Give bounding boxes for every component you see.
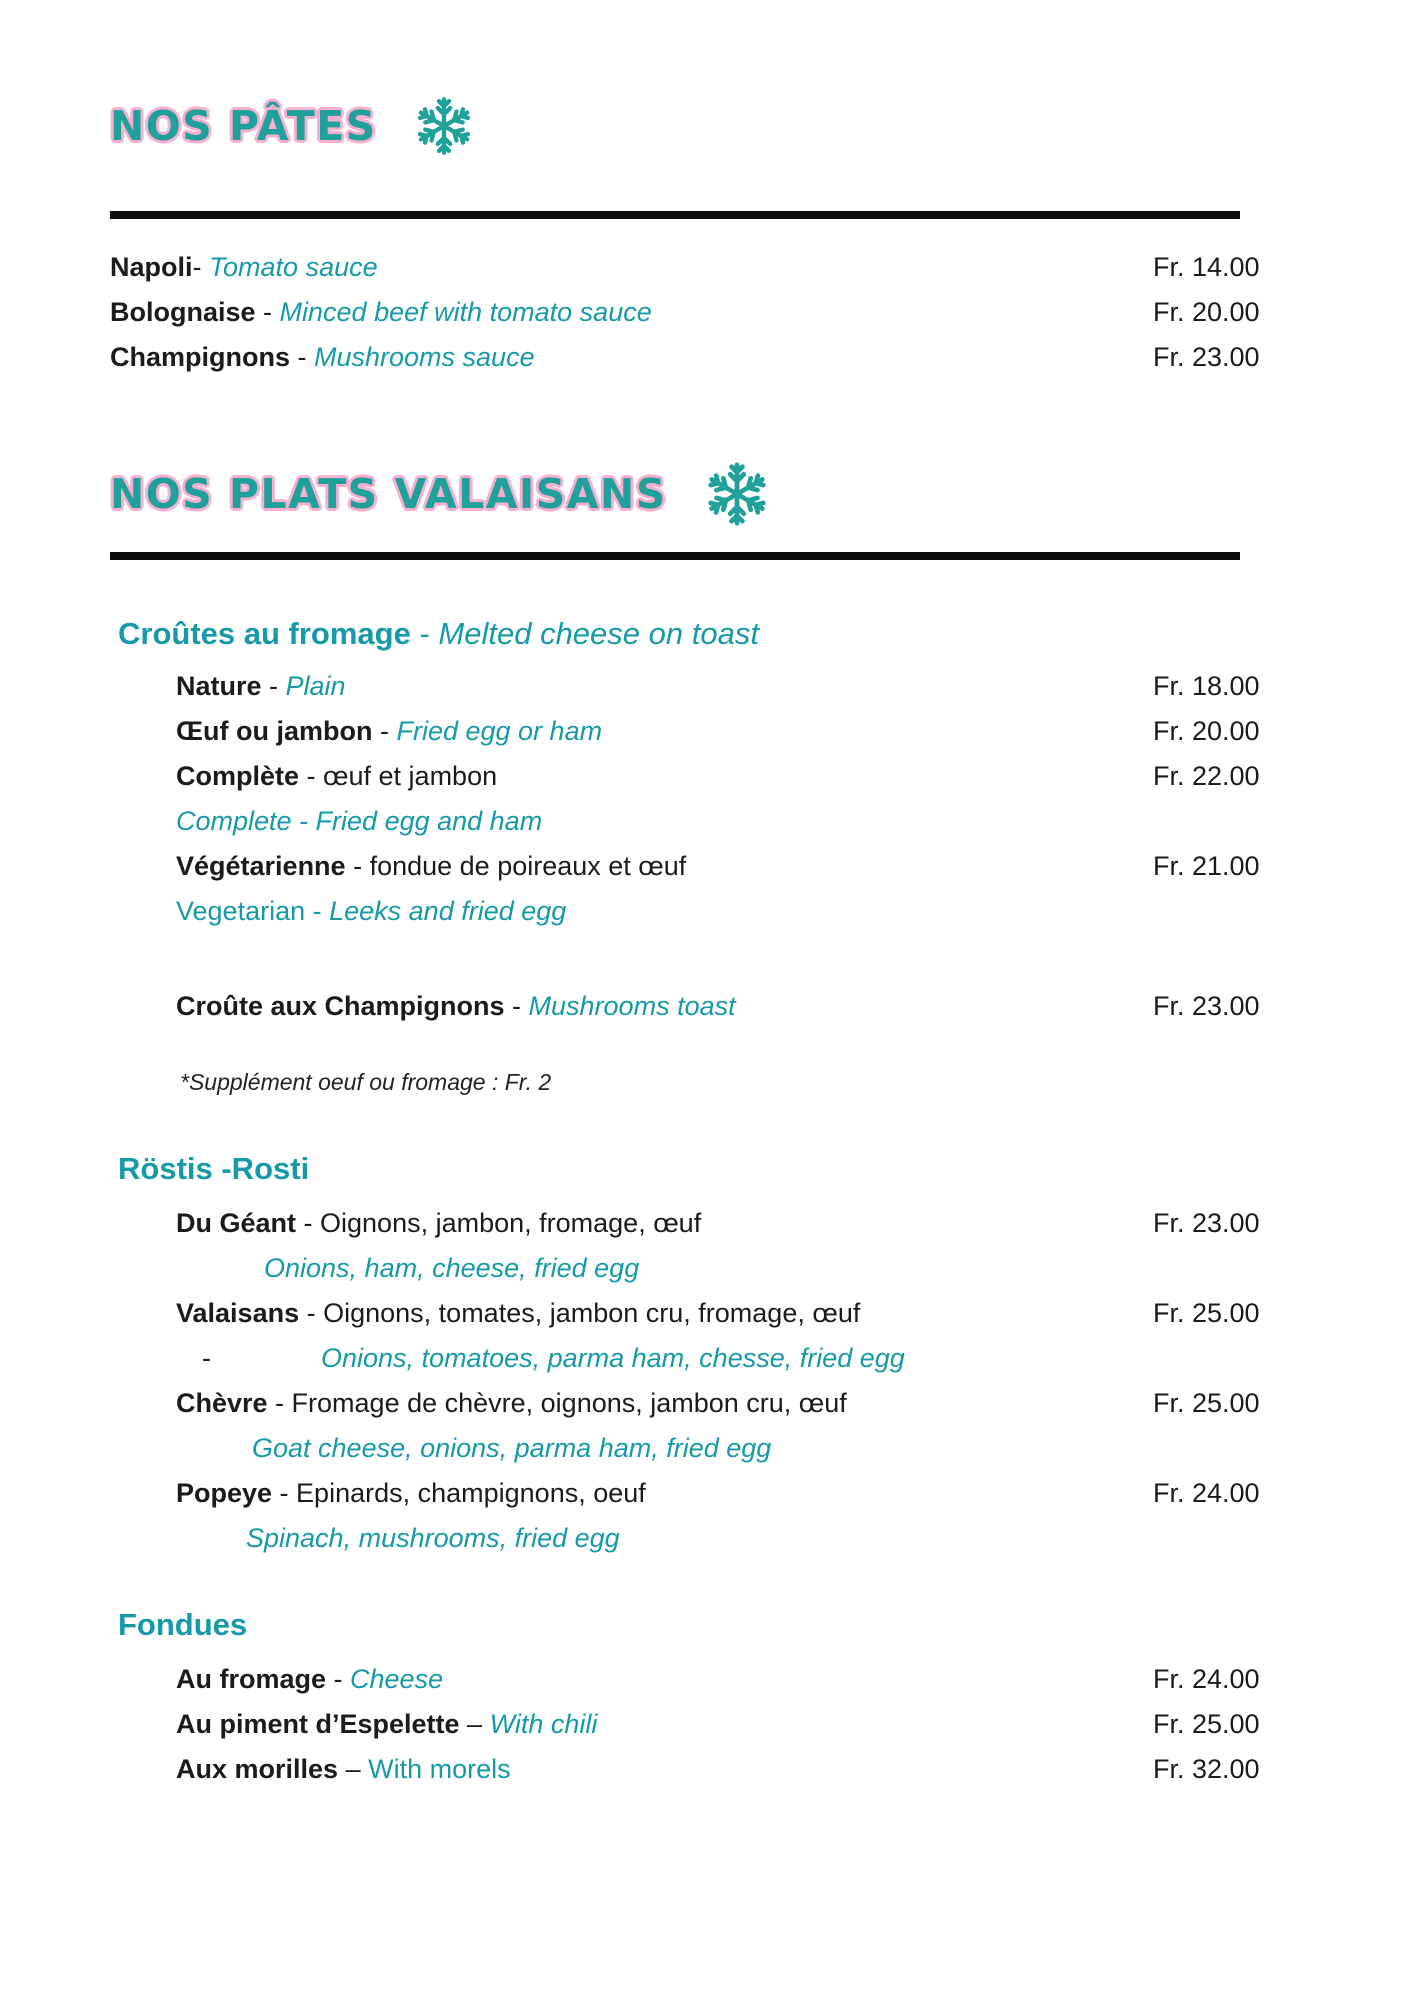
item-price: Fr. 24.00	[1153, 1664, 1260, 1694]
item-name: Au fromage	[176, 1664, 327, 1694]
item-name: Chèvre	[176, 1388, 268, 1418]
section-header-valaisans	[110, 460, 1275, 528]
item-name: Croûte aux Champignons	[176, 991, 505, 1021]
item-price: Fr. 25.00	[1153, 1388, 1260, 1418]
menu-item	[110, 1747, 1275, 1792]
item-name: Végétarienne	[176, 851, 346, 881]
translation-line: Spinach, mushrooms, fried egg	[246, 1523, 620, 1553]
menu-item	[110, 754, 1275, 844]
item-name: Complète	[176, 761, 300, 791]
item-description: Cheese	[350, 1664, 444, 1694]
pates-list	[110, 245, 1275, 380]
menu-item	[110, 984, 1275, 1029]
item-price: Fr. 20.00	[1153, 716, 1260, 746]
item-description: With morels	[368, 1754, 511, 1784]
menu-item	[110, 709, 1275, 754]
item-separator: -	[272, 1478, 297, 1508]
section-title-pates: NOS PÂTES	[110, 102, 377, 150]
menu-item	[110, 290, 1275, 335]
item-separator: –	[338, 1754, 369, 1784]
snowflake-icon	[703, 460, 771, 528]
item-description-fr: Epinards, champignons, oeuf	[296, 1478, 646, 1508]
menu-item	[110, 844, 1275, 934]
menu-item	[110, 1291, 1275, 1381]
menu-item	[110, 664, 1275, 709]
item-name: Champignons	[110, 342, 290, 372]
menu-item	[110, 1471, 1275, 1561]
item-separator: -	[299, 761, 324, 791]
item-name: Du Géant	[176, 1208, 297, 1238]
menu-item	[110, 1702, 1275, 1747]
menu-item	[110, 1657, 1275, 1702]
item-name: Popeye	[176, 1478, 273, 1508]
item-name: Bolognaise	[110, 297, 256, 327]
snowflake-icon	[413, 95, 475, 157]
item-price: Fr. 14.00	[1153, 252, 1260, 282]
item-separator: -	[296, 1208, 321, 1238]
section-header-pates	[110, 95, 1275, 157]
section-title-valaisans: NOS PLATS VALAISANS	[110, 470, 667, 518]
item-separator: –	[459, 1709, 490, 1739]
item-description: Tomato sauce	[209, 252, 378, 282]
item-separator: -	[261, 671, 286, 701]
item-description-fr: Oignons, jambon, fromage, œuf	[320, 1208, 702, 1238]
item-description: Fried egg or ham	[396, 716, 603, 746]
menu-item	[110, 1201, 1275, 1291]
divider	[110, 211, 1240, 219]
item-name: Aux morilles	[176, 1754, 339, 1784]
item-name: Valaisans	[176, 1298, 300, 1328]
supplement-note: *Supplément oeuf ou fromage : Fr. 2	[180, 1069, 552, 1095]
item-name: Au piment d’Espelette	[176, 1709, 460, 1739]
subsection-heading-fr: Croûtes au fromage	[118, 616, 411, 651]
menu-item	[110, 1381, 1275, 1471]
item-description: Minced beef with tomato sauce	[279, 297, 652, 327]
subsection-heading-en: Melted cheese on toast	[438, 616, 759, 651]
item-separator: -	[267, 1388, 292, 1418]
item-price: Fr. 25.00	[1153, 1298, 1260, 1328]
item-separator: -	[345, 851, 370, 881]
item-price: Fr. 23.00	[1153, 991, 1260, 1021]
item-price: Fr. 23.00	[1153, 342, 1260, 372]
item-price: Fr. 23.00	[1153, 1208, 1260, 1238]
subsection-heading-rostis: Röstis -Rosti	[118, 1151, 310, 1186]
item-separator: -	[299, 1298, 324, 1328]
item-price: Fr. 24.00	[1153, 1478, 1260, 1508]
translation-line: Vegetarian - Leeks and fried egg	[176, 896, 567, 926]
item-description-fr: fondue de poireaux et œuf	[369, 851, 687, 881]
subsection-heading-fondues: Fondues	[118, 1607, 248, 1642]
item-description-fr: Fromage de chèvre, oignons, jambon cru, œuf	[291, 1388, 847, 1418]
item-separator: -	[504, 991, 529, 1021]
item-name: Œuf ou jambon	[176, 716, 373, 746]
item-separator: -	[372, 716, 397, 746]
translation-dash: -	[202, 1343, 211, 1373]
item-price: Fr. 22.00	[1153, 761, 1260, 791]
item-price: Fr. 20.00	[1153, 297, 1260, 327]
item-separator: -	[326, 1664, 351, 1694]
translation-line: - Onions, tomatoes, parma ham, chesse, fried egg	[202, 1343, 905, 1373]
item-description: Mushrooms sauce	[314, 342, 535, 372]
croutes-list	[110, 664, 1275, 1029]
heading-separator: -	[410, 616, 439, 651]
divider	[110, 552, 1240, 560]
item-description: Plain	[285, 671, 346, 701]
item-price: Fr. 32.00	[1153, 1754, 1260, 1784]
menu-item	[110, 245, 1275, 290]
menu-item	[110, 335, 1275, 380]
item-description-fr: œuf et jambon	[323, 761, 498, 791]
item-description-fr: Oignons, tomates, jambon cru, fromage, œuf	[323, 1298, 861, 1328]
rostis-list	[110, 1201, 1275, 1561]
item-name: Nature	[176, 671, 262, 701]
subsection-heading-croutes	[118, 610, 1275, 658]
fondues-list	[110, 1657, 1275, 1792]
translation-line: Complete - Fried egg and ham	[176, 806, 543, 836]
item-separator: -	[290, 342, 314, 372]
item-description: Mushrooms toast	[528, 991, 736, 1021]
item-price: Fr. 25.00	[1153, 1709, 1260, 1739]
item-description: With chili	[489, 1709, 598, 1739]
item-separator: -	[255, 297, 280, 327]
item-name: Napoli	[110, 252, 193, 282]
translation-line: Goat cheese, onions, parma ham, fried egg	[252, 1433, 772, 1463]
item-price: Fr. 21.00	[1153, 851, 1260, 881]
translation-line: Onions, ham, cheese, fried egg	[264, 1253, 640, 1283]
item-price: Fr. 18.00	[1153, 671, 1260, 701]
item-separator: -	[192, 252, 210, 282]
